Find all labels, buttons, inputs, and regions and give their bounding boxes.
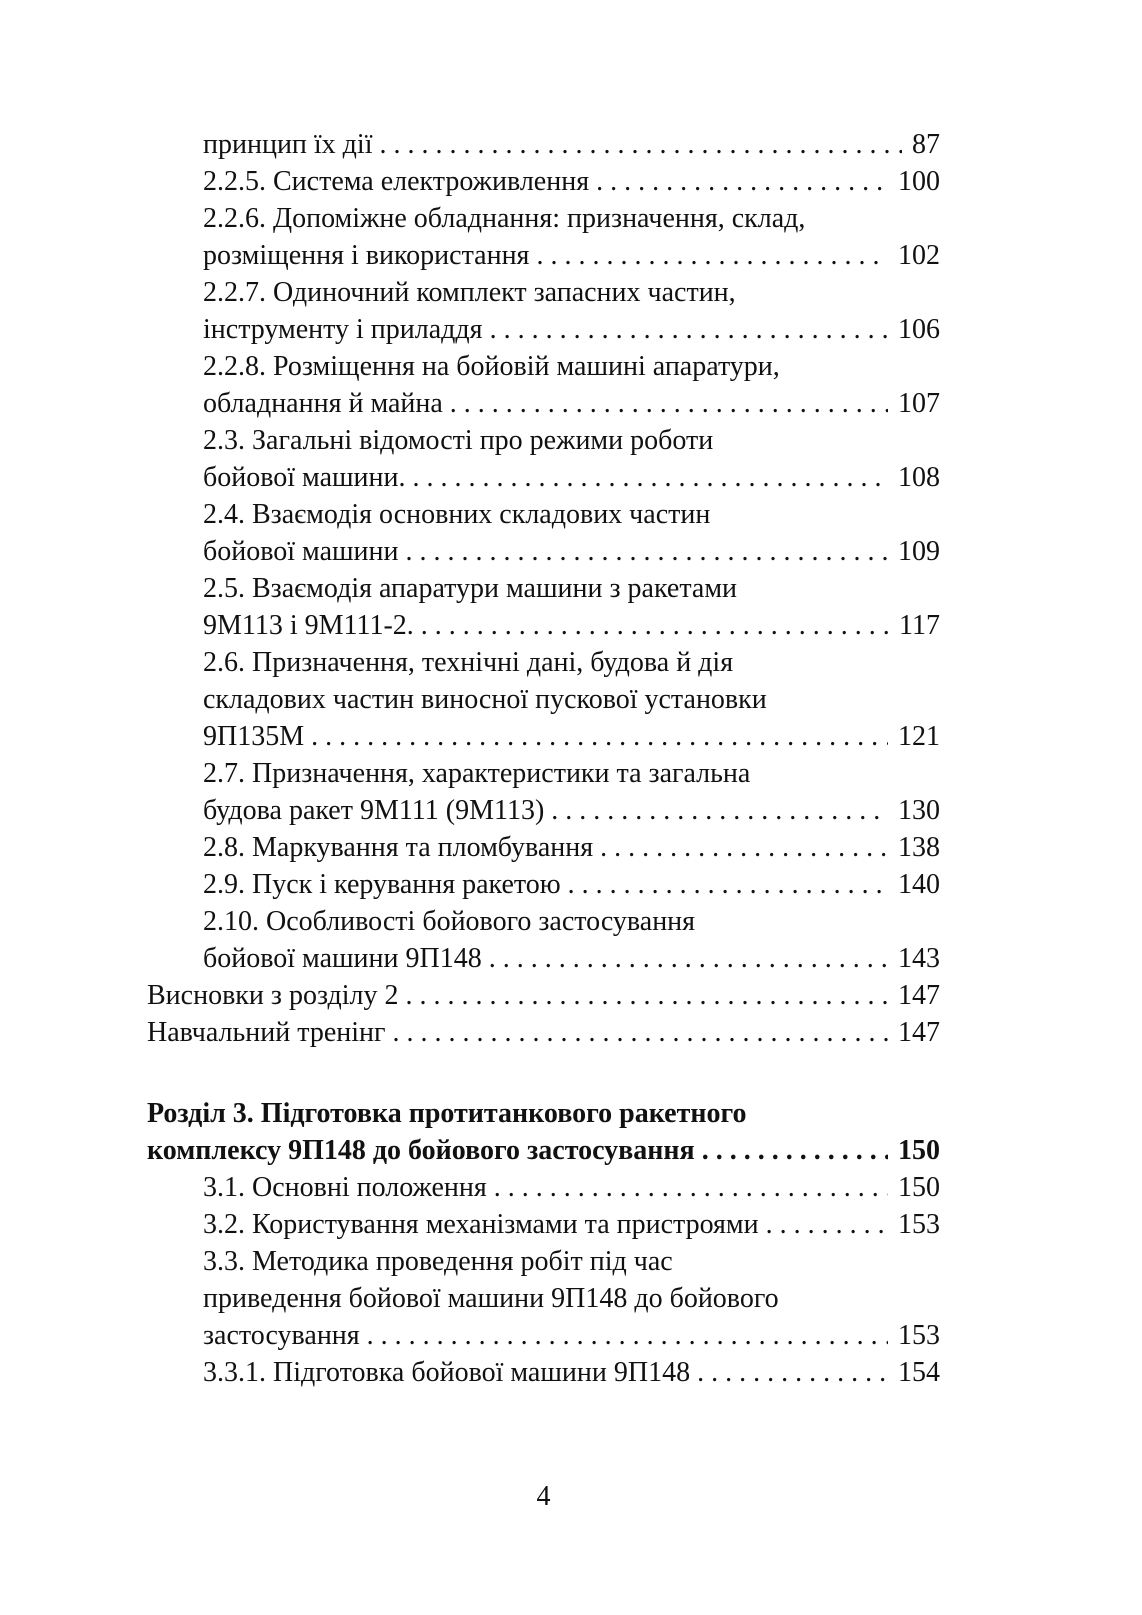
toc-line xyxy=(203,274,940,311)
toc-entry-text: інструменту і приладдя xyxy=(203,314,483,345)
toc-entry xyxy=(147,570,940,644)
toc-entry-text: комплексу 9П148 до бойового застосування xyxy=(147,1135,695,1166)
page-ref: 107 xyxy=(898,388,940,419)
toc-entry-text: 3.3.1. Підготовка бойової машини 9П148 xyxy=(203,1357,691,1388)
page-ref: 150 xyxy=(898,1135,940,1166)
toc-line xyxy=(203,681,940,718)
toc-line xyxy=(203,496,940,533)
toc-entry-text: обладнання й майна xyxy=(203,388,443,419)
toc-line xyxy=(203,459,940,496)
toc-entry xyxy=(147,755,940,829)
toc-line xyxy=(203,792,940,829)
dot-leader xyxy=(690,1354,888,1391)
toc-entry xyxy=(147,274,940,348)
toc-line xyxy=(203,311,940,348)
toc-entry xyxy=(147,866,940,903)
toc-entry xyxy=(147,1354,940,1391)
dot-leader xyxy=(360,1317,888,1354)
toc-line xyxy=(203,570,940,607)
toc-line xyxy=(203,940,940,977)
toc-entry xyxy=(147,1243,940,1354)
toc-line xyxy=(203,163,940,200)
dot-leader xyxy=(483,311,888,348)
toc-entry xyxy=(147,422,940,496)
toc-entry-text: бойової машини xyxy=(203,536,399,567)
dot-leader xyxy=(544,792,888,829)
toc-line xyxy=(203,237,940,274)
toc-entry-text: Висновки з розділу 2 xyxy=(147,980,399,1011)
dot-leader xyxy=(304,718,888,755)
toc-list xyxy=(147,126,940,1391)
toc-line xyxy=(203,718,940,755)
toc-line xyxy=(203,1206,940,1243)
toc-entry-text: 2.8. Маркування та пломбування xyxy=(203,832,594,863)
toc-entry xyxy=(147,1014,940,1051)
toc-line xyxy=(203,1280,940,1317)
toc-line xyxy=(203,755,940,792)
toc-line xyxy=(203,866,940,903)
toc-entry xyxy=(147,1169,940,1206)
page-ref: 109 xyxy=(898,536,940,567)
toc-line xyxy=(203,422,940,459)
toc-entry-text: 2.6. Призначення, технічні дані, будова й дія xyxy=(203,647,734,678)
toc-entry-text: 9П135М xyxy=(203,721,305,752)
page-ref: 154 xyxy=(898,1357,940,1388)
page-ref: 140 xyxy=(898,869,940,900)
toc-entry-text: розміщення і використання xyxy=(203,240,530,271)
dot-leader xyxy=(399,977,889,1014)
toc-entry xyxy=(147,126,940,163)
dot-leader xyxy=(414,607,889,644)
page-ref: 147 xyxy=(898,1017,940,1048)
toc-line xyxy=(203,1169,940,1206)
toc-entry xyxy=(147,1095,940,1169)
toc-entry-text: 2.2.5. Система електроживлення xyxy=(203,166,590,197)
toc-entry-text: складових частин виносної пускової установки xyxy=(203,684,767,715)
toc-entry xyxy=(147,496,940,570)
page-ref: 87 xyxy=(912,129,940,160)
toc-line xyxy=(147,1095,940,1132)
page-ref: 130 xyxy=(898,795,940,826)
page-ref: 138 xyxy=(898,832,940,863)
toc-entry-text: 2.4. Взаємодія основних складових частин xyxy=(203,499,711,530)
toc-entry-text: Розділ 3. Підготовка протитанкового ракетного xyxy=(147,1098,747,1129)
dot-leader xyxy=(561,866,888,903)
dot-leader xyxy=(386,1014,889,1051)
page-ref: 153 xyxy=(898,1209,940,1240)
dot-leader xyxy=(529,237,888,274)
toc-line xyxy=(147,1132,940,1169)
toc-entry-text: застосування xyxy=(203,1320,360,1351)
toc-line xyxy=(203,385,940,422)
toc-entry-text: 2.3. Загальні відомості про режими роботи xyxy=(203,425,714,456)
toc-line xyxy=(203,1317,940,1354)
page-ref: 106 xyxy=(898,314,940,345)
dot-leader xyxy=(406,459,888,496)
dot-leader xyxy=(443,385,888,422)
dot-leader xyxy=(759,1206,888,1243)
toc-entry-text: 2.10. Особливості бойового застосування xyxy=(203,906,696,937)
page-ref: 102 xyxy=(898,240,940,271)
toc-entry-text: 2.5. Взаємодія апаратури машини з ракетами xyxy=(203,573,738,604)
dot-leader xyxy=(589,163,888,200)
page-ref: 108 xyxy=(898,462,940,493)
toc-entry xyxy=(147,829,940,866)
toc-entry-text: 3.1. Основні положення xyxy=(203,1172,487,1203)
dot-leader xyxy=(695,1132,888,1169)
toc-entry xyxy=(147,903,940,977)
page-ref: 117 xyxy=(899,610,940,641)
toc-line xyxy=(203,607,940,644)
toc-line xyxy=(203,348,940,385)
toc-entry-text: 2.2.7. Одиночний комплект запасних частин, xyxy=(203,277,736,308)
toc-entry-text: 9М113 і 9М111-2. xyxy=(203,610,414,641)
toc-entry xyxy=(147,1206,940,1243)
toc-entry xyxy=(147,644,940,755)
toc-line xyxy=(203,1243,940,1280)
toc-line xyxy=(203,644,940,681)
toc-line xyxy=(203,903,940,940)
toc-entry-text: Навчальний тренінг xyxy=(147,1017,386,1048)
page-ref: 153 xyxy=(898,1320,940,1351)
page-ref: 100 xyxy=(898,166,940,197)
page-ref: 121 xyxy=(898,721,940,752)
toc-entry-text: бойової машини. xyxy=(203,462,406,493)
toc-line xyxy=(147,977,940,1014)
toc-entry-text: 2.2.8. Розміщення на бойовій машині апаратури, xyxy=(203,351,780,382)
toc-entry-text: 2.7. Призначення, характеристики та загальна xyxy=(203,758,751,789)
toc-entry-text: бойової машини 9П148 xyxy=(203,943,482,974)
toc-entry-text: 2.2.6. Допоміжне обладнання: призначення, склад, xyxy=(203,203,806,234)
dot-leader xyxy=(482,940,888,977)
toc-entry-text: 2.9. Пуск і керування ракетою xyxy=(203,869,561,900)
toc-line xyxy=(203,200,940,237)
toc-line xyxy=(203,126,940,163)
toc-line xyxy=(203,1354,940,1391)
toc-entry-text: 3.2. Користування механізмами та пристроями xyxy=(203,1209,759,1240)
page-ref: 147 xyxy=(898,980,940,1011)
toc-entry xyxy=(147,163,940,200)
dot-leader xyxy=(487,1169,888,1206)
page-number-footer: 4 xyxy=(536,1481,551,1512)
page-ref: 150 xyxy=(898,1172,940,1203)
toc-line xyxy=(203,533,940,570)
toc-entry xyxy=(147,977,940,1014)
dot-leader xyxy=(593,829,888,866)
dot-leader xyxy=(373,126,903,163)
page-ref: 143 xyxy=(898,943,940,974)
toc-entry-text: 3.3. Методика проведення робіт під час xyxy=(203,1246,673,1277)
toc-entry xyxy=(147,348,940,422)
toc-entry-text: будова ракет 9М111 (9М113) xyxy=(203,795,545,826)
toc-entry-text: приведення бойової машини 9П148 до бойового xyxy=(203,1283,779,1314)
dot-leader xyxy=(399,533,888,570)
toc-entry xyxy=(147,200,940,274)
toc-line xyxy=(147,1014,940,1051)
toc-entry-text: принцип їх дії xyxy=(203,129,373,160)
toc-line xyxy=(203,829,940,866)
